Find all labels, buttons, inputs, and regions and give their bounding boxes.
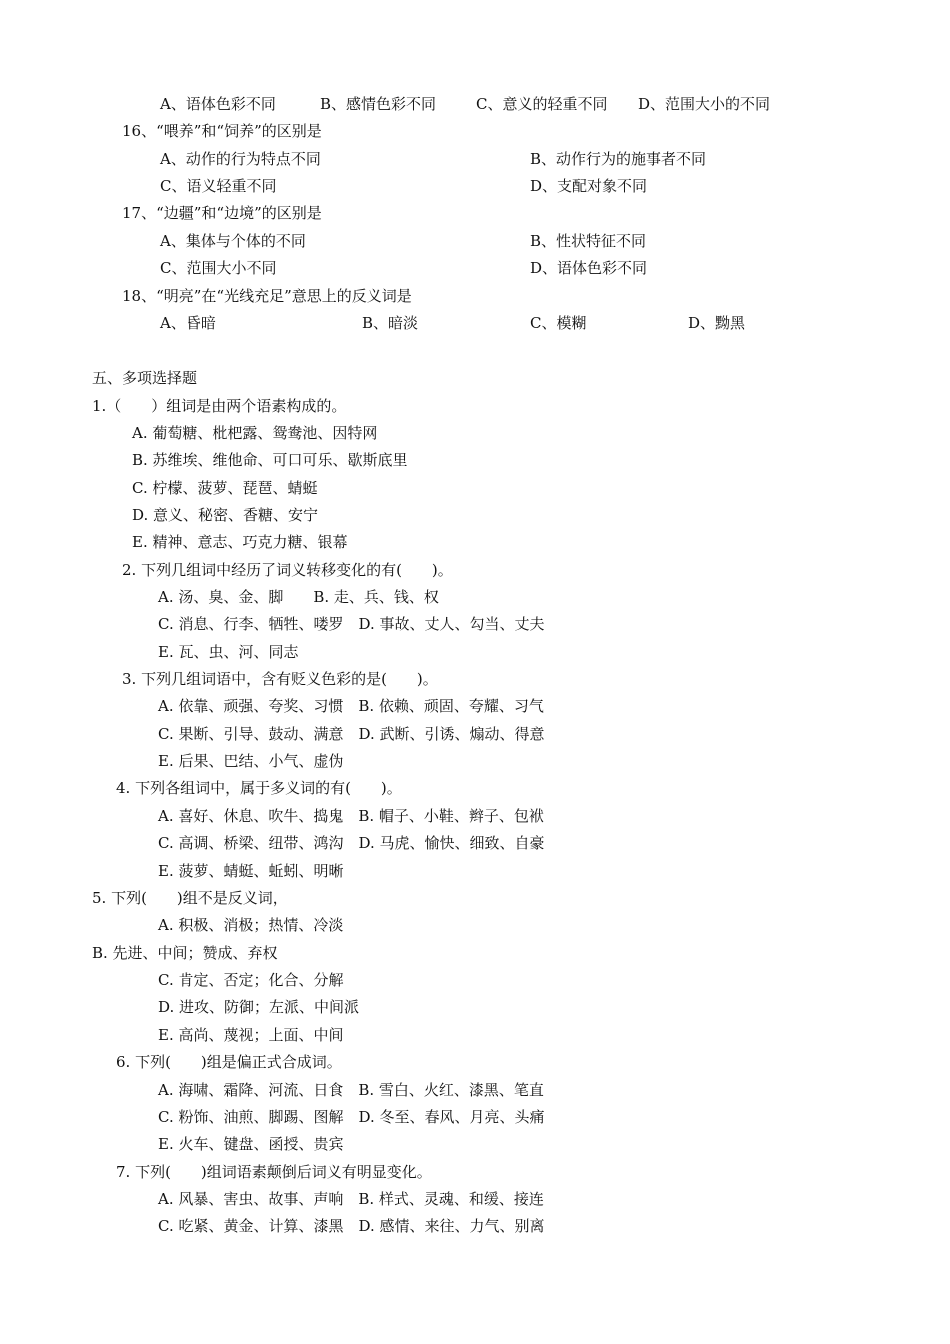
q17-option-d: D、语体色彩不同 <box>530 259 648 277</box>
m4-option-e: E. 菠萝、蜻蜓、蚯蚓、明晰 <box>158 862 344 880</box>
m5-option-b: B. 先进、中间；赞成、弃权 <box>92 944 278 962</box>
q16-option-b: B、动作行为的施事者不同 <box>530 150 707 168</box>
m1-stem: 1.（ ）组词是由两个语素构成的。 <box>92 397 347 415</box>
m7-options-ab: A. 风暴、害虫、故事、声响 B. 样式、灵魂、和缓、接连 <box>158 1190 544 1208</box>
q16-stem: 16、“喂养”和“饲养”的区别是 <box>122 122 322 140</box>
m7-stem: 7. 下列( )组词语素颠倒后词义有明显变化。 <box>116 1163 432 1181</box>
m1-option-c: C. 柠檬、菠萝、琵琶、蜻蜓 <box>132 479 318 497</box>
m4-stem: 4. 下列各组词中，属于多义词的有( )。 <box>116 779 402 797</box>
q18-option-a: A、昏暗 <box>160 314 216 332</box>
m3-options-cd: C. 果断、引导、鼓动、满意 D. 武断、引诱、煽动、得意 <box>158 725 545 743</box>
m2-option-e: E. 瓦、虫、河、同志 <box>158 643 299 661</box>
m1-option-b: B. 苏维埃、维他命、可口可乐、歇斯底里 <box>132 451 408 469</box>
q17-option-b: B、性状特征不同 <box>530 232 647 250</box>
q17-option-a: A、集体与个体的不同 <box>160 232 306 250</box>
m3-option-e: E. 后果、巴结、小气、虚伪 <box>158 752 344 770</box>
m6-options-ab: A. 海啸、霜降、河流、日食 B. 雪白、火红、漆黑、笔直 <box>158 1081 544 1099</box>
m1-option-a: A. 葡萄糖、枇杷露、鸳鸯池、因特网 <box>132 424 378 442</box>
m5-option-d: D. 进攻、防御；左派、中间派 <box>158 998 360 1016</box>
q18-option-b: B、暗淡 <box>362 314 419 332</box>
m2-stem: 2. 下列几组词中经历了词义转移变化的有( )。 <box>122 561 453 579</box>
q16-option-c: C、语义轻重不同 <box>160 177 277 195</box>
q15-option-a: A、语体色彩不同 <box>160 95 276 113</box>
q15-option-c: C、意义的轻重不同 <box>476 95 608 113</box>
m4-options-cd: C. 高调、桥梁、纽带、鸿沟 D. 马虎、愉快、细致、自豪 <box>158 834 545 852</box>
m3-options-ab: A. 依靠、顽强、夸奖、习惯 B. 依赖、顽固、夸耀、习气 <box>158 697 544 715</box>
m6-option-e: E. 火车、键盘、函授、贵宾 <box>158 1135 344 1153</box>
m5-stem: 5. 下列( )组不是反义词， <box>92 889 288 907</box>
q18-stem: 18、“明亮”在“光线充足”意思上的反义词是 <box>122 287 412 305</box>
m5-option-a: A. 积极、消极；热情、冷淡 <box>158 916 344 934</box>
q17-stem: 17、“边疆”和“边境”的区别是 <box>122 204 322 222</box>
q15-option-d: D、范围大小的不同 <box>638 95 771 113</box>
q18-option-c: C、模糊 <box>530 314 587 332</box>
q15-option-b: B、感情色彩不同 <box>320 95 437 113</box>
q16-option-d: D、支配对象不同 <box>530 177 648 195</box>
q16-option-a: A、动作的行为特点不同 <box>160 150 321 168</box>
q17-option-c: C、范围大小不同 <box>160 259 277 277</box>
m6-options-cd: C. 粉饰、油煎、脚踢、图解 D. 冬至、春风、月亮、头痛 <box>158 1108 545 1126</box>
m3-stem: 3. 下列几组词语中，含有贬义色彩的是( )。 <box>122 670 438 688</box>
m1-option-d: D. 意义、秘密、香糖、安宁 <box>132 506 319 524</box>
m6-stem: 6. 下列( )组是偏正式合成词。 <box>116 1053 342 1071</box>
m5-option-c: C. 肯定、否定；化合、分解 <box>158 971 344 989</box>
m4-options-ab: A. 喜好、休息、吹牛、捣鬼 B. 帽子、小鞋、辫子、包袱 <box>158 807 544 825</box>
m5-option-e: E. 高尚、蔑视；上面、中间 <box>158 1026 344 1044</box>
q18-option-d: D、黝黑 <box>688 314 746 332</box>
m2-options-cd: C. 消息、行李、牺牲、喽罗 D. 事故、丈人、勾当、丈夫 <box>158 615 545 633</box>
m7-options-cd: C. 吃紧、黄金、计算、漆黑 D. 感情、来往、力气、别离 <box>158 1217 545 1235</box>
m1-option-e: E. 精神、意志、巧克力糖、银幕 <box>132 533 348 551</box>
section-title: 五、多项选择题 <box>92 369 198 387</box>
m2-options-ab: A. 汤、臭、金、脚 B. 走、兵、钱、权 <box>158 588 439 606</box>
